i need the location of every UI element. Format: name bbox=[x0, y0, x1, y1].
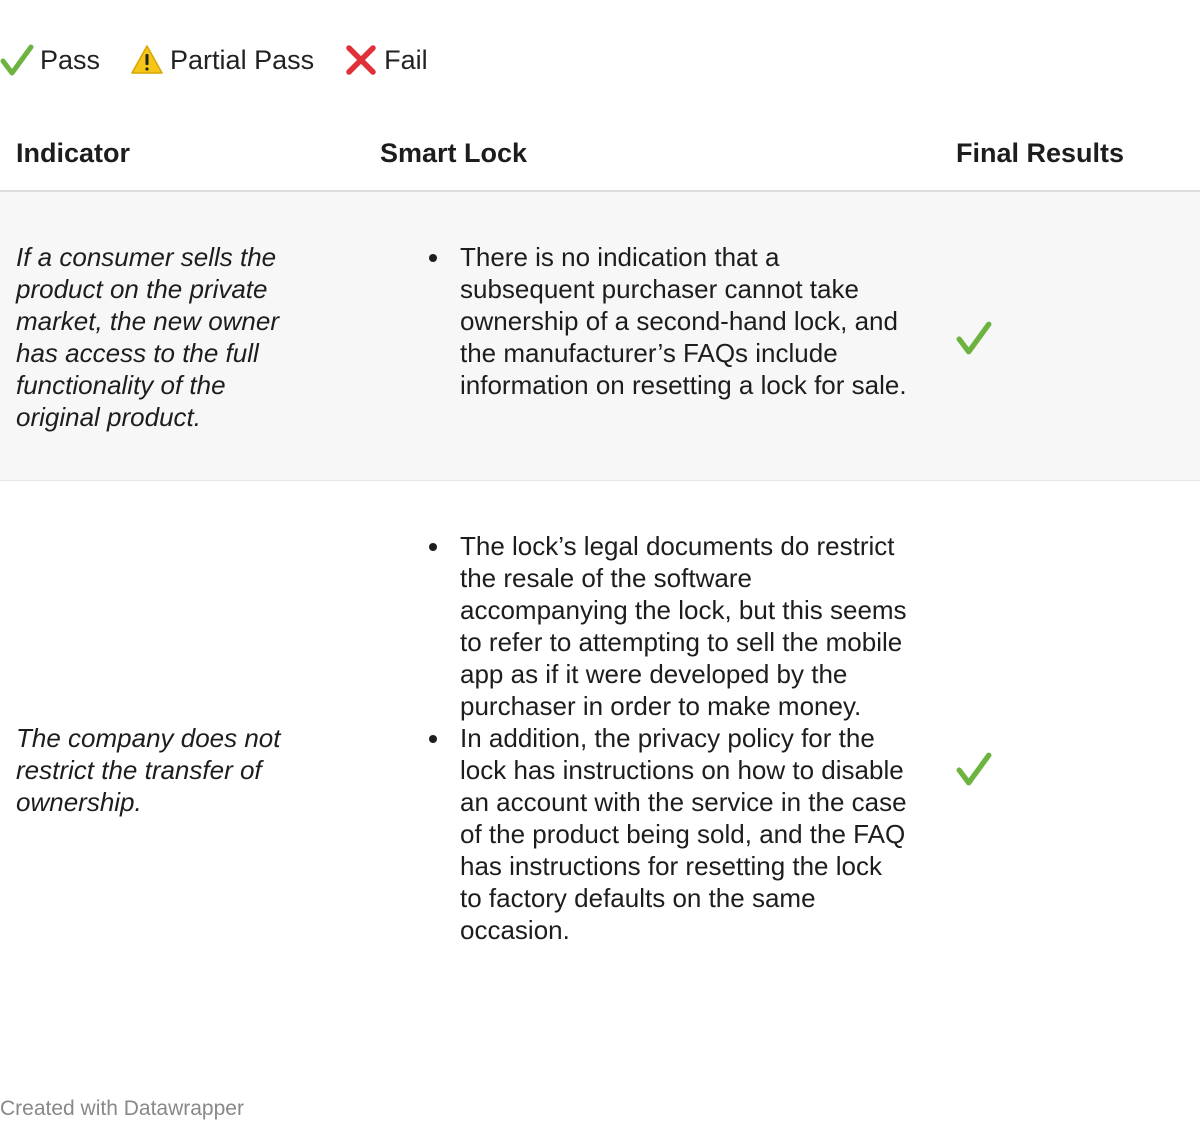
list-item-text: There is no indication that a subsequent purchaser cannot take ownership of a second-hand lock, and the manufacturer’s FAQs include information on resetting a lock for sale. bbox=[460, 242, 907, 400]
legend-pass-label: Pass bbox=[40, 44, 101, 75]
column-header-smart-lock: Smart Lock bbox=[380, 138, 528, 168]
bullet-icon bbox=[429, 543, 437, 551]
list-item bbox=[460, 530, 910, 722]
column-header-final-results: Final Results bbox=[956, 138, 1125, 168]
legend-partial-pass bbox=[130, 43, 314, 77]
list-item bbox=[460, 241, 910, 401]
cross-mark-icon bbox=[344, 43, 378, 77]
list-item-text: In addition, the privacy policy for the lock has instructions on how to disable an account with the service in the case of the product being sold, and the FAQ has instructions for resetting the lock to factory defaults on the same occasion. bbox=[460, 723, 907, 945]
legend-fail-label: Fail bbox=[384, 44, 428, 75]
indicator-cell: If a consumer sells the product on the private market, the new owner has access to the full functionality of the original product. bbox=[16, 242, 280, 432]
legend bbox=[0, 40, 458, 80]
bullet-list bbox=[460, 241, 910, 401]
list-item bbox=[460, 722, 910, 946]
table-row bbox=[0, 192, 1200, 481]
bullet-list bbox=[460, 530, 910, 946]
table-header bbox=[0, 116, 1200, 192]
results-table bbox=[0, 116, 1200, 1025]
smart-lock-cell bbox=[460, 530, 910, 946]
legend-pass bbox=[0, 43, 100, 77]
table-row bbox=[0, 481, 1200, 1025]
datawrapper-credit[interactable]: Created with Datawrapper bbox=[0, 1097, 244, 1120]
smart-lock-cell bbox=[460, 241, 910, 401]
legend-fail bbox=[344, 43, 428, 77]
legend-partial-label: Partial Pass bbox=[170, 44, 315, 75]
warning-icon bbox=[130, 43, 164, 77]
bullet-icon bbox=[429, 254, 437, 262]
bullet-icon bbox=[429, 735, 437, 743]
column-header-indicator: Indicator bbox=[16, 138, 131, 168]
list-item-text: The lock’s legal documents do restrict the resale of the software accompanying the lock, but this seems to refer to attempting to sell the mobile app as if it were developed by the purchaser in order to make money. bbox=[460, 531, 907, 721]
check-mark-icon bbox=[0, 43, 34, 77]
result-pass-icon bbox=[956, 320, 996, 360]
result-pass-icon bbox=[956, 751, 996, 791]
indicator-cell: The company does not restrict the transfer of ownership. bbox=[16, 723, 281, 817]
